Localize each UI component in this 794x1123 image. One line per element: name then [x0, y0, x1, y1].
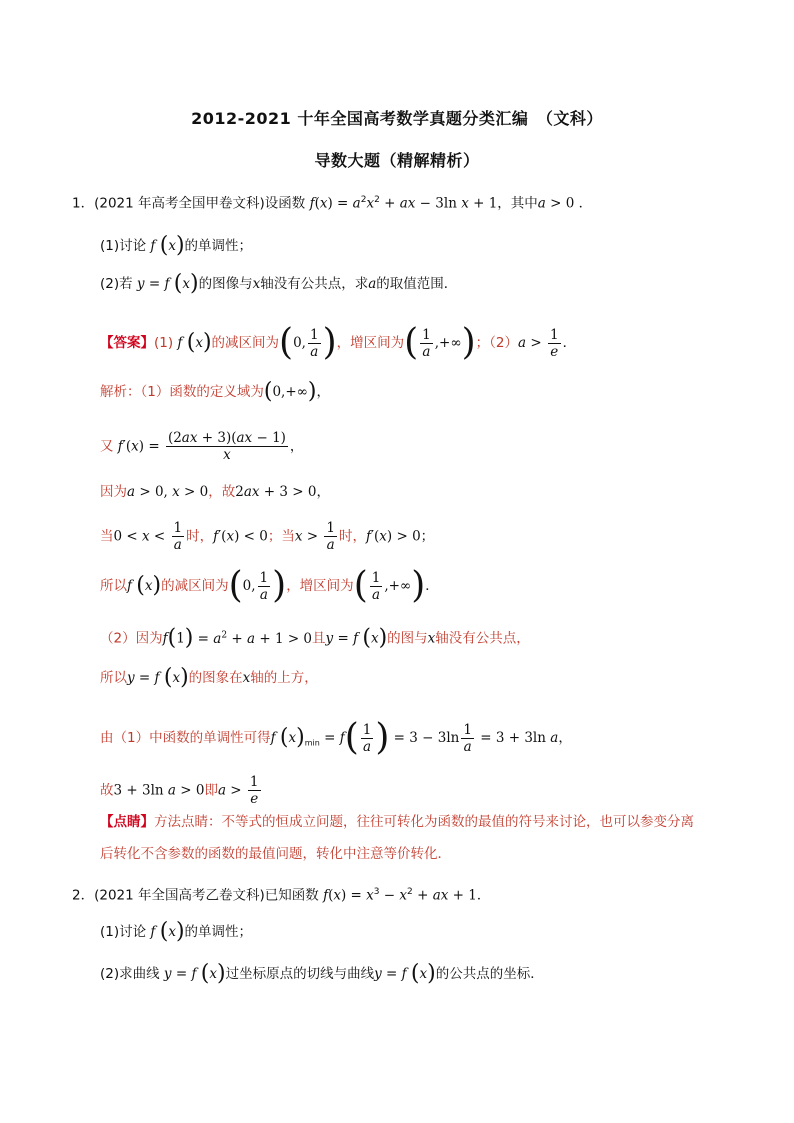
q2-number: 2． [72, 887, 95, 904]
q2-stem: 2．(2021 年全国高考乙卷文科)已知函数 $f(x) = x^3 - x^2$ + ax + 1． [72, 887, 491, 904]
q1-solution-domain: 解析：（1）函数的定义域为(0,+∞)， [100, 379, 330, 404]
q1-solution-derivative: 又 f′(x) = $\frac{(2ax + 3)(ax - 1)}{x}$ ， [100, 430, 304, 463]
q1-part1: (1)讨论 f (x)的单调性； [100, 233, 253, 258]
q1-source: (2021 年高考全国甲卷文科) [94, 195, 265, 212]
q2-part1: (1)讨论 f (x)的单调性； [100, 919, 253, 944]
q1-solution-min: 由（1）中函数的单调性可得f $(x)_{min} = f$( $\frac{1}{a}$ ) = 3 − 3ln $\frac{1}{a}$ = 3 + 3ln a， [100, 717, 572, 758]
q1-number: 1． [72, 195, 95, 212]
document-subtitle: 导数大题（精解精析） [314, 151, 480, 170]
q1-part2: (2)若 y = f (x)的图像与x轴没有公共点，求a的取值范围． [100, 271, 458, 296]
q1-solution-because: 因为a > 0, x > 0，故2ax + 3 > 0， [100, 484, 330, 500]
q1-answer: 【答案】(1) f (x)的减区间为(0, $\frac{1}{a}$ )，增区间为( $\frac{1}{a}$ ,+∞)；（2）a > $\frac{1}{e}$ ． [100, 322, 577, 363]
q2-function-formula: f [323, 887, 329, 904]
dianjing-tag: 【点睛】 [100, 814, 154, 830]
q1-solution-above: 所以y = f (x)的图象在x轴的上方， [100, 665, 318, 690]
q1-function-formula: f [309, 195, 315, 212]
q1-solution-conclusion: 故3 + 3ln a > 0即a > $\frac{1}{e}$ [100, 774, 259, 807]
q1-stem: 1．(2021 年高考全国甲卷文科)设函数 $f(x) = a^2x^2$ + ax − 3ln x + 1，其中a > 0 ． [72, 195, 593, 212]
q1-solution-intervals: 当0 < x < $\frac{1}{a}$ 时，f′(x) < 0；当x > $\frac{1}{a}$ 时，f′(x) > 0； [100, 520, 435, 553]
q2-part2: (2)求曲线 y = f (x)过坐标原点的切线与曲线y = f (x)的公共点的坐标． [100, 961, 544, 986]
document-title: 2012-2021 十年全国高考数学真题分类汇编 （文科） [191, 109, 603, 128]
q1-dianjing-line1: 【点睛】方法点睛：不等式的恒成立问题，往往可转化为函数的最值的符号来讨论，也可以参变分离 [100, 814, 694, 830]
answer-tag: 【答案】 [100, 335, 154, 351]
q1-dianjing-line2: 后转化不含参数的函数的最值问题，转化中注意等价转化． [100, 846, 451, 862]
q1-solution-monotonic: 所以f (x)的减区间为(0, $\frac{1}{a}$ )，增区间为( $\frac{1}{a}$ ,+∞)． [100, 565, 439, 606]
q2-source: (2021 年全国高考乙卷文科) [94, 887, 265, 904]
q1-solution-part2: （2）因为$f(1) = a^2 + a + 1 > 0$且y = f (x)的图与x轴没有公共点， [100, 625, 530, 651]
